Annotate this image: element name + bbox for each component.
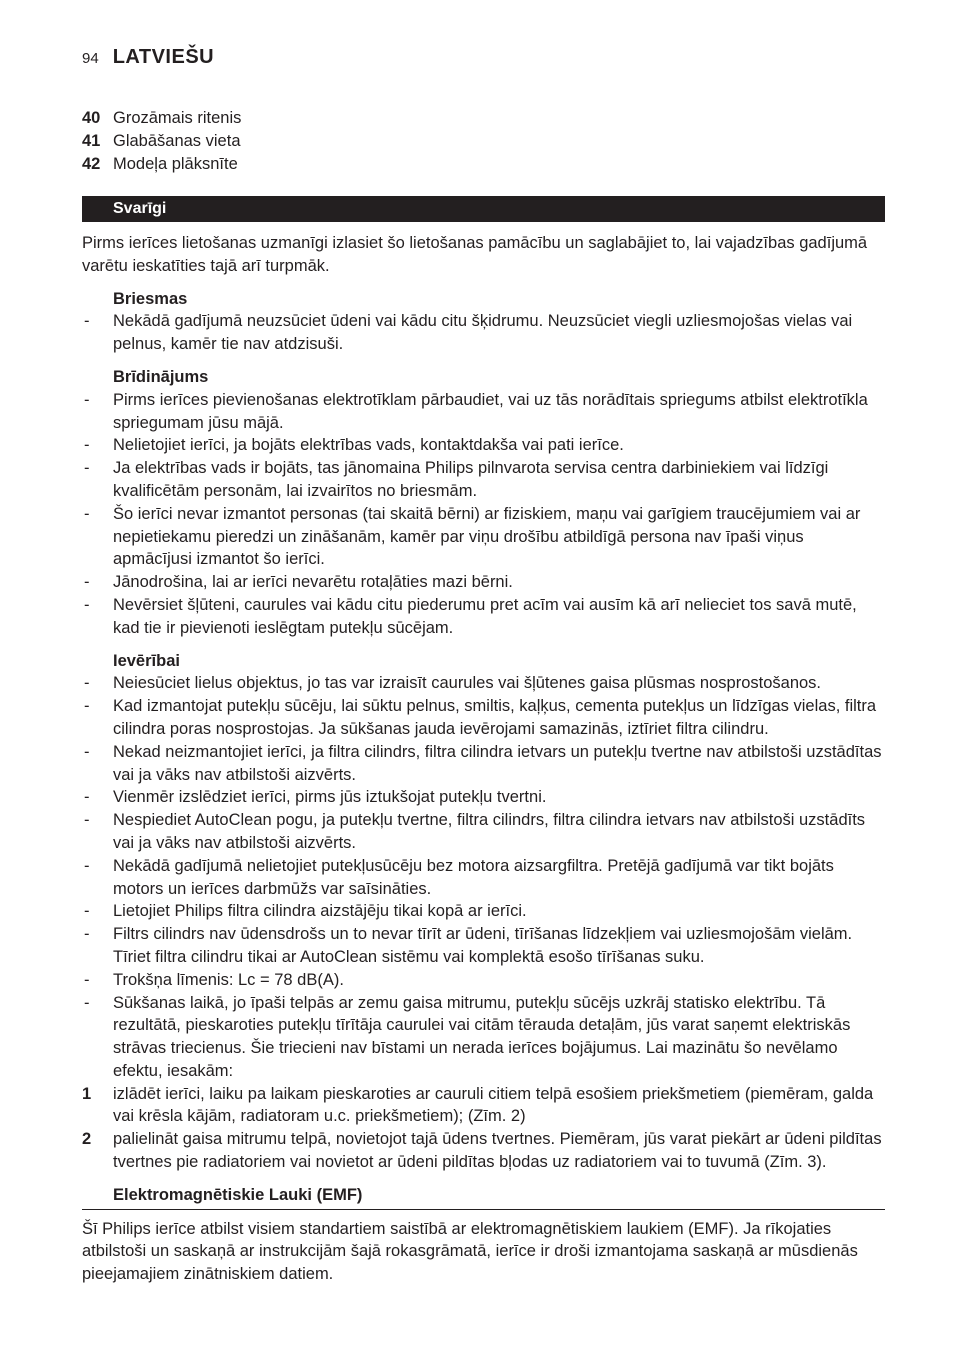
bullet-dash: - — [84, 902, 90, 921]
bullet-dash: - — [84, 595, 90, 614]
caution-item: - Sūkšanas laikā, jo īpaši telpās ar zemu gaisa mitrumu, putekļu sūcējs uzkrāj statisko elektrību. Tā rezultātā, pieskaroties putekļu tīrītāja caurulei vai citām tērauda detaļām, jūs varat saņemt elektriskās strāvas triecienus. Šie triecieni nav bīstami un nerada ierīces bojājumus. Lai mazinātu šo nevēlamo efektu, iesakām: — [82, 992, 885, 1083]
caution-item: - Neiesūciet lielus objektus, jo tas var izraisīt caurules vai šļūtenes gaisa plūsmas nosprostošanos. — [82, 672, 885, 695]
bullet-dash: - — [84, 573, 90, 592]
danger-item: - Nekādā gadījumā neuzsūciet ūdeni vai kādu citu šķidrumu. Neuzsūciet viegli uzliesmojošas vielas vai pelnus, kamēr tie nav atdzisuši. — [82, 310, 885, 356]
section-body — [82, 232, 885, 1286]
bullet-dash: - — [84, 390, 90, 409]
section-heading-bar: Svarīgi — [82, 196, 885, 222]
caution-item: - Kad izmantojat putekļu sūcēju, lai sūktu pelnus, smiltis, kaļķus, cementa putekļus un līdzīgas vielas, filtra cilindra poras nosprostojas. Ja sūkšanas jauda ievērojami samazinās, iztīriet filtra cilindru. — [82, 695, 885, 741]
numbered-step: 1 izlādēt ierīci, laiku pa laikam pieskaroties ar cauruli citiem telpā esošiem priekšmetiem (piemēram, galda vai krēsla kājām, radiatoram u.c. priekšmetiem); (Zīm. 2) — [82, 1083, 885, 1129]
caution-item: - Nekādā gadījumā nelietojiet putekļusūcēju bez motora aizsargfiltra. Pretējā gadījumā var tikt bojāts motors un ierīces darbmūžs var saīsināties. — [82, 855, 885, 901]
warning-item: - Nevērsiet šļūteni, caurules vai kādu citu piederumu pret acīm vai ausīm kā arī nelieciet tos savā mutē, kad tie ir pievienoti ieslēgtam putekļu sūcējam. — [82, 594, 885, 640]
bullet-dash: - — [84, 788, 90, 807]
page-header — [82, 46, 214, 76]
intro-paragraph: Pirms ierīces lietošanas uzmanīgi izlasiet šo lietošanas pamācību un saglabājiet to, lai vajadzības gadījumā varētu ieskatīties tajā arī turpmāk. — [82, 234, 868, 275]
bullet-dash: - — [84, 970, 90, 989]
part-label: Glabāšanas vieta — [113, 131, 241, 150]
warning-item: - Šo ierīci nevar izmantot personas (tai skaitā bērni) ar fiziskiem, maņu vai garīgiem traucējumiem vai ar nepietiekamu pieredzi un zināšanām, kamēr par viņu drošību atbildīgā persona nav īpaši viņus apmācījusi izmantot šo ierīci. — [82, 503, 885, 571]
caution-item: - Filtrs cilindrs nav ūdensdrošs un to nevar tīrīt ar ūdeni, tīrīšanas līdzekļiem vai uzliesmojošām vielām. Tīriet filtra cilindru tikai ar AutoClean sistēmu vai komplektā esošo tīrīšanas suku. — [82, 923, 885, 969]
danger-heading: Briesmas — [113, 289, 188, 308]
numbered-step: 2 palielināt gaisa mitrumu telpā, novietojot tajā ūdens tvertnes. Piemēram, jūs varat piekārt ar ūdeni pildītas tvertnes pie radiatoriem vai novietot ar ūdeni pildītas bļodas uz radiatoriem vai to tuvumā (Zīm. 3). — [82, 1128, 885, 1174]
bullet-dash: - — [84, 742, 90, 761]
step-number: 1 — [82, 1084, 92, 1103]
caution-item: - Lietojiet Philips filtra cilindra aizstājēju tikai kopā ar ierīci. — [82, 900, 885, 923]
step-number: 2 — [82, 1130, 92, 1149]
part-number: 41 — [82, 131, 101, 150]
bullet-dash: - — [84, 674, 90, 693]
page-number: 94 — [82, 50, 99, 67]
warning-item: - Pirms ierīces pievienošanas elektrotīklam pārbaudiet, vai uz tās norādītais spriegums atbilst elektrotīkla spriegumam jūsu mājā. — [82, 389, 885, 435]
bullet-dash: - — [84, 459, 90, 478]
bullet-dash: - — [84, 856, 90, 875]
part-number: 40 — [82, 109, 101, 127]
caution-item: - Vienmēr izslēdziet ierīci, pirms jūs iztukšojat putekļu tvertni. — [82, 786, 885, 809]
parts-list-item — [82, 107, 241, 130]
parts-list-item — [82, 153, 241, 176]
part-label: Modeļa plāksnīte — [113, 154, 238, 173]
emf-heading: Elektromagnētiskie Lauki (EMF) — [82, 1184, 885, 1210]
caution-item: - Trokšņa līmenis: Lc = 78 dB(A). — [82, 969, 885, 992]
bullet-dash: - — [84, 312, 90, 331]
caution-heading: Ievērībai — [113, 651, 180, 670]
warning-heading: Brīdinājums — [113, 367, 209, 386]
caution-item: - Nespiediet AutoClean pogu, ja putekļu tvertne, filtra cilindrs, filtra cilindra ietvars nav atbilstoši uzstādīts vai ja vāks nav atbilstoši aizvērts. — [82, 809, 885, 855]
parts-list — [82, 107, 241, 175]
bullet-dash: - — [84, 436, 90, 455]
caution-item: - Nekad neizmantojiet ierīci, ja filtra cilindrs, filtra cilindra ietvars un putekļu tvertne nav atbilstoši uzstādītas vai ja vāks nav atbilstoši aizvērts. — [82, 741, 885, 787]
warning-item: - Jānodrošina, lai ar ierīci nevarētu rotaļāties mazi bērni. — [82, 571, 885, 594]
bullet-dash: - — [84, 504, 90, 523]
bullet-dash: - — [84, 811, 90, 830]
part-label: Grozāmais ritenis — [113, 109, 242, 127]
part-number: 42 — [82, 154, 101, 173]
parts-list-item — [82, 130, 241, 153]
warning-item: - Nelietojiet ierīci, ja bojāts elektrības vads, kontaktdakša vai pati ierīce. — [82, 434, 885, 457]
warning-item: - Ja elektrības vads ir bojāts, tas jānomaina Philips pilnvarota servisa centra darbiniekiem vai līdzīgi kvalificētām personām, lai izvairītos no briesmām. — [82, 457, 885, 503]
language-title: LATVIEŠU — [112, 46, 215, 68]
bullet-dash: - — [84, 697, 90, 716]
bullet-dash: - — [84, 993, 90, 1012]
bullet-dash: - — [84, 925, 90, 944]
emf-paragraph: Šī Philips ierīce atbilst visiem standartiem saistībā ar elektromagnētiskiem laukiem (EMF). Ja rīkojaties atbilstoši un saskaņā ar instrukcijām šajā rokasgrāmatā, ierīce ir droši izmantojama saskaņā ar mūsdienās pieejamajiem zinātniskiem datiem. — [82, 1219, 858, 1284]
